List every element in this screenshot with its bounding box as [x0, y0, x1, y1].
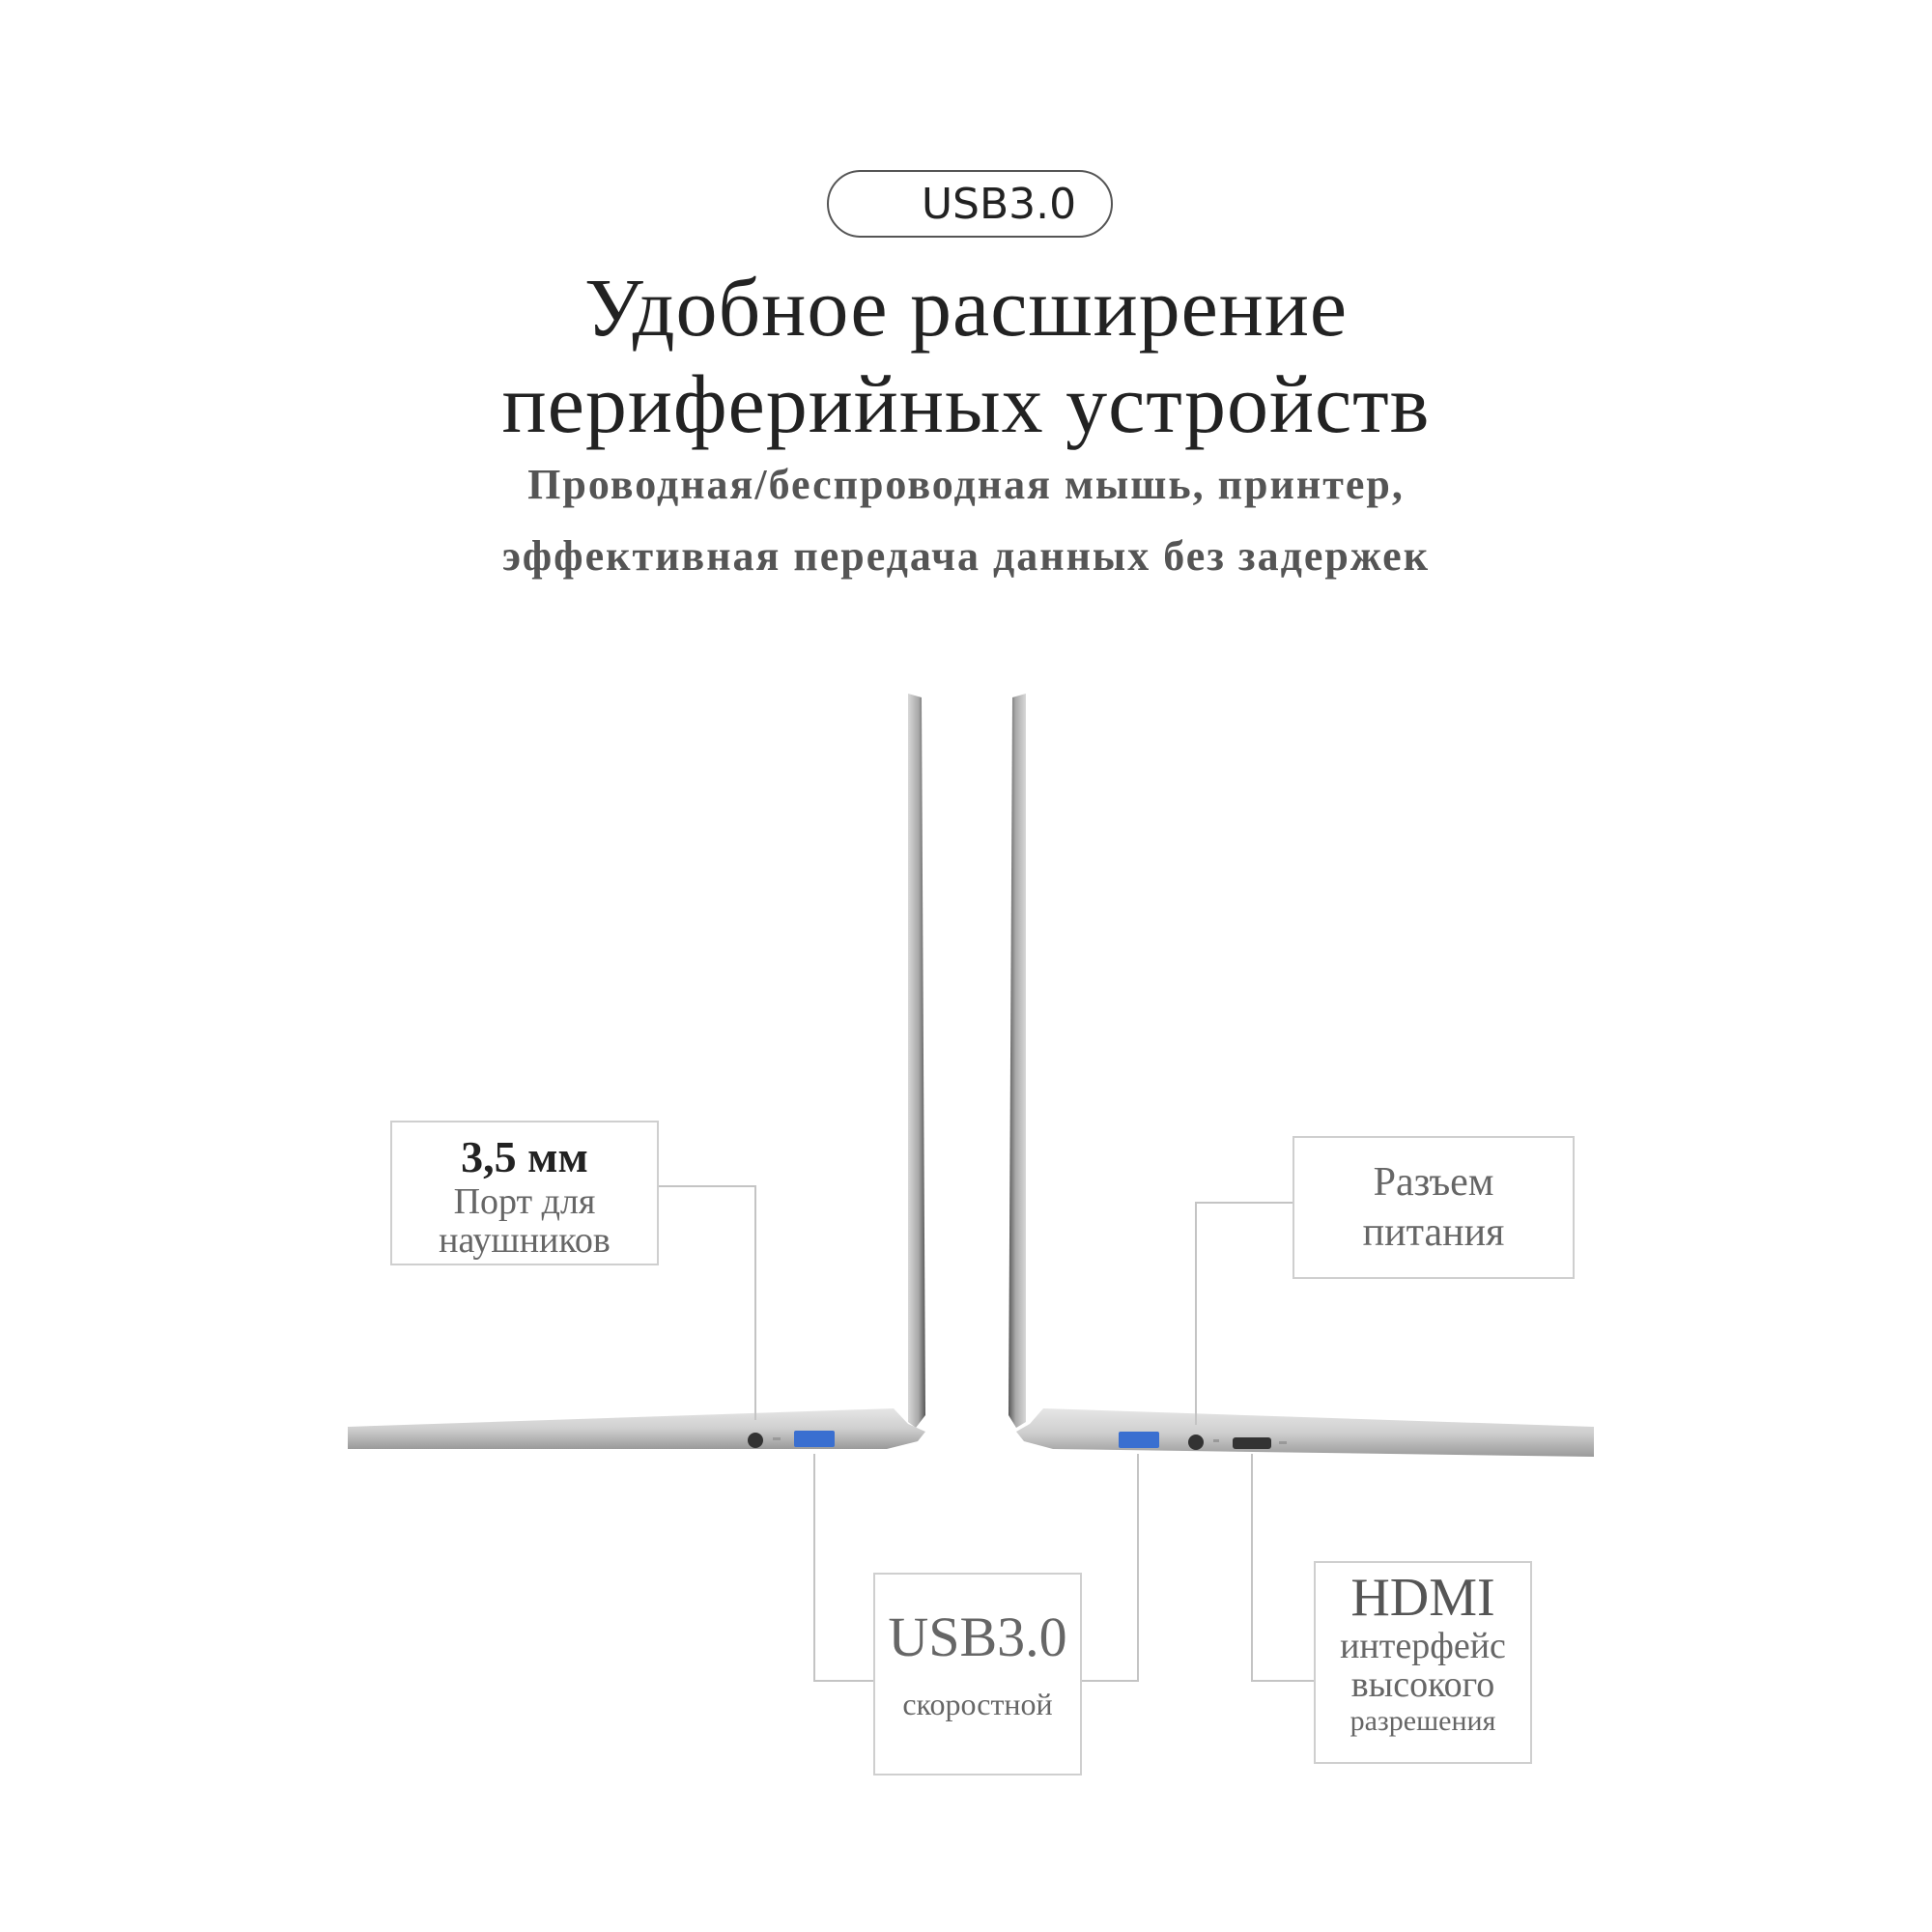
- usb3-badge-label: USB3.0: [921, 179, 1077, 229]
- callout-power-connector: [1293, 1136, 1575, 1279]
- left-usb-mark: [773, 1437, 781, 1440]
- leader-line-usb-left: [814, 1454, 874, 1681]
- subheading-line-1: Проводная/беспроводная мышь, принтер,: [527, 461, 1405, 508]
- left-laptop-base: [348, 1408, 925, 1449]
- callout-hdmi-line-2: высокого: [1350, 1664, 1495, 1705]
- callout-power-line-1: Разъем: [1373, 1160, 1494, 1205]
- callout-power-line-2: питания: [1362, 1210, 1505, 1255]
- leader-line-hdmi: [1252, 1454, 1316, 1681]
- leader-line-power: [1196, 1203, 1294, 1425]
- callout-headphone-line-2: наушников: [439, 1220, 611, 1261]
- right-usb-port: [1119, 1432, 1159, 1448]
- callout-hdmi: [1314, 1561, 1532, 1764]
- right-small-mark: [1213, 1439, 1219, 1442]
- left-laptop-lid: [908, 694, 925, 1428]
- callout-usb3-line-1: скоростной: [902, 1687, 1053, 1721]
- callout-hdmi-line-3: разрешения: [1350, 1705, 1496, 1737]
- headline-line-1: Удобное расширение: [583, 261, 1349, 354]
- callout-headphone-line-1: Порт для: [453, 1181, 596, 1222]
- right-laptop-base: [1016, 1408, 1594, 1457]
- right-power-jack: [1188, 1435, 1204, 1450]
- right-hdmi-mark: [1279, 1441, 1287, 1444]
- callout-headphone-title: 3,5 мм: [461, 1132, 588, 1181]
- left-usb-port: [794, 1431, 835, 1447]
- headline-line-2: периферийных устройств: [501, 357, 1431, 450]
- callout-headphone-port: [390, 1121, 659, 1265]
- right-laptop: [1009, 694, 1594, 1457]
- left-audio-jack: [748, 1433, 763, 1448]
- right-laptop-lid: [1009, 694, 1026, 1428]
- callout-usb3: [873, 1573, 1082, 1776]
- callout-hdmi-line-1: интерфейс: [1340, 1626, 1506, 1666]
- subheading-line-2: эффективная передача данных без задержек: [501, 532, 1431, 580]
- callout-hdmi-title: HDMI: [1350, 1568, 1495, 1628]
- leader-line-usb-right: [1080, 1454, 1138, 1681]
- right-hdmi-port: [1233, 1437, 1271, 1449]
- leader-line-headphone: [657, 1186, 755, 1420]
- left-laptop: [348, 694, 925, 1449]
- callout-usb3-title: USB3.0: [888, 1605, 1067, 1668]
